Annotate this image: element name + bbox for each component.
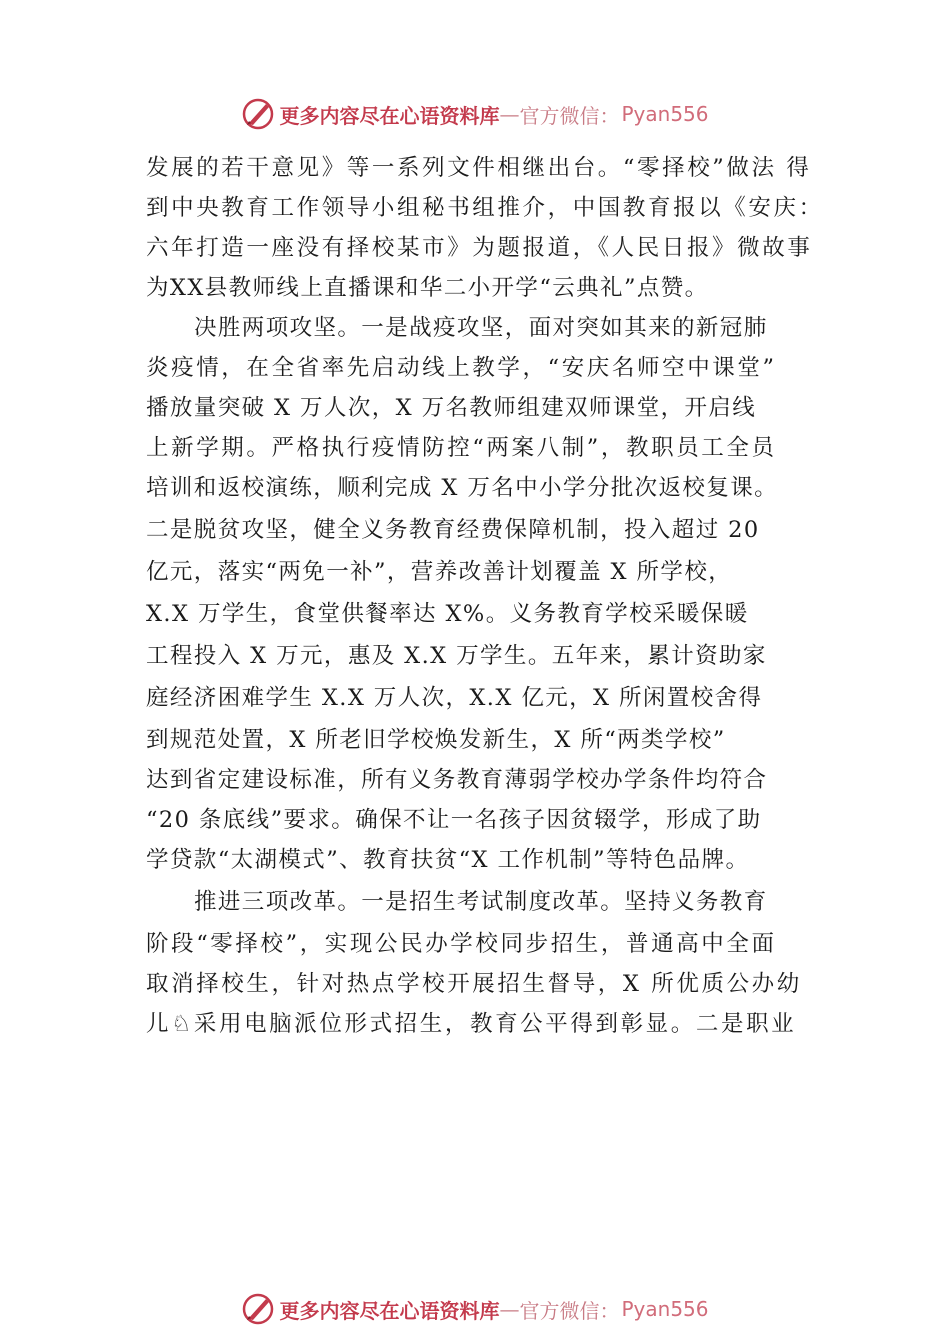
paragraph-start-line: 决胜两项攻坚。一是战疫攻坚，面对突如其来的新冠肺 xyxy=(194,315,768,341)
document-body xyxy=(146,148,824,1044)
text-line: “20 条底线”要求。确保不让一名孩子因贫辍学，形成了助 xyxy=(146,807,762,833)
text-line: 庭经济困难学生 X.X 万人次，X.X 亿元，X 所闲置校舍得 xyxy=(146,685,763,711)
watermark-dash: — xyxy=(499,1297,520,1321)
text-line: 培训和返校演练，顺利完成 X 万名中小学分批次返校复课。 xyxy=(146,475,779,501)
watermark-wechat-id: Pyan556 xyxy=(621,102,709,126)
text-line: 学贷款“太湖模式”、教育扶贫“X 工作机制”等特色品牌。 xyxy=(146,847,750,873)
text-line: 亿元，落实“两免一补”，营养改善计划覆盖 X 所学校， xyxy=(146,559,733,585)
watermark-dash: — xyxy=(499,102,520,126)
text-line: 达到省定建设标准，所有义务教育薄弱学校办学条件均符合 xyxy=(146,767,768,793)
watermark-wechat-id: Pyan556 xyxy=(621,1297,709,1321)
watermark-library-name: 更多内容尽在心语资料库 xyxy=(279,103,500,128)
watermark-library-name: 更多内容尽在心语资料库 xyxy=(279,1298,500,1323)
text-line: 为XX县教师线上直播课和华二小开学“云典礼”点赞。 xyxy=(146,275,709,301)
text-line: 炎疫情，在全省率先启动线上教学，“安庆名师空中课堂” xyxy=(146,355,777,381)
text-line: 取消择校生，针对热点学校开展招生督导，X 所优质公办幼 xyxy=(146,971,802,997)
text-line: 儿♘采用电脑派位形式招生，教育公平得到彰显。二是职业 xyxy=(146,1011,797,1037)
text-line: X.X 万学生，食堂供餐率达 X%。义务教育学校采暖保暖 xyxy=(146,601,749,627)
watermark-official-label: 官方微信： xyxy=(519,1298,620,1323)
quill-logo-icon xyxy=(241,1292,275,1326)
text-line: 工程投入 X 万元，惠及 X.X 万学生。五年来，累计资助家 xyxy=(146,643,767,669)
text-line: 上新学期。严格执行疫情防控“两案八制”，教职员工全员 xyxy=(146,435,777,461)
text-line: 阶段“零择校”，实现公民办学校同步招生，普通高中全面 xyxy=(146,931,777,957)
header-watermark xyxy=(0,94,950,134)
watermark-official-label: 官方微信： xyxy=(519,103,620,128)
text-line: 发展的若干意见》等一系列文件相继出台。“零择校”做法 得 xyxy=(146,155,812,181)
text-line: 六年打造一座没有择校某市》为题报道，《人民日报》微故事 xyxy=(146,235,813,261)
text-line: 到中央教育工作领导小组秘书组推介，中国教育报以《安庆： xyxy=(146,195,824,221)
paragraph-start-line: 推进三项改革。一是招生考试制度改革。坚持义务教育 xyxy=(194,889,768,915)
text-line: 二是脱贫攻坚，健全义务教育经费保障机制，投入超过 20 xyxy=(146,517,760,543)
footer-watermark xyxy=(0,1289,950,1329)
quill-logo-icon xyxy=(241,97,275,131)
text-line: 到规范处置，X 所老旧学校焕发新生，X 所“两类学校” xyxy=(146,727,726,753)
text-line: 播放量突破 X 万人次，X 万名教师组建双师课堂，开启线 xyxy=(146,395,757,421)
